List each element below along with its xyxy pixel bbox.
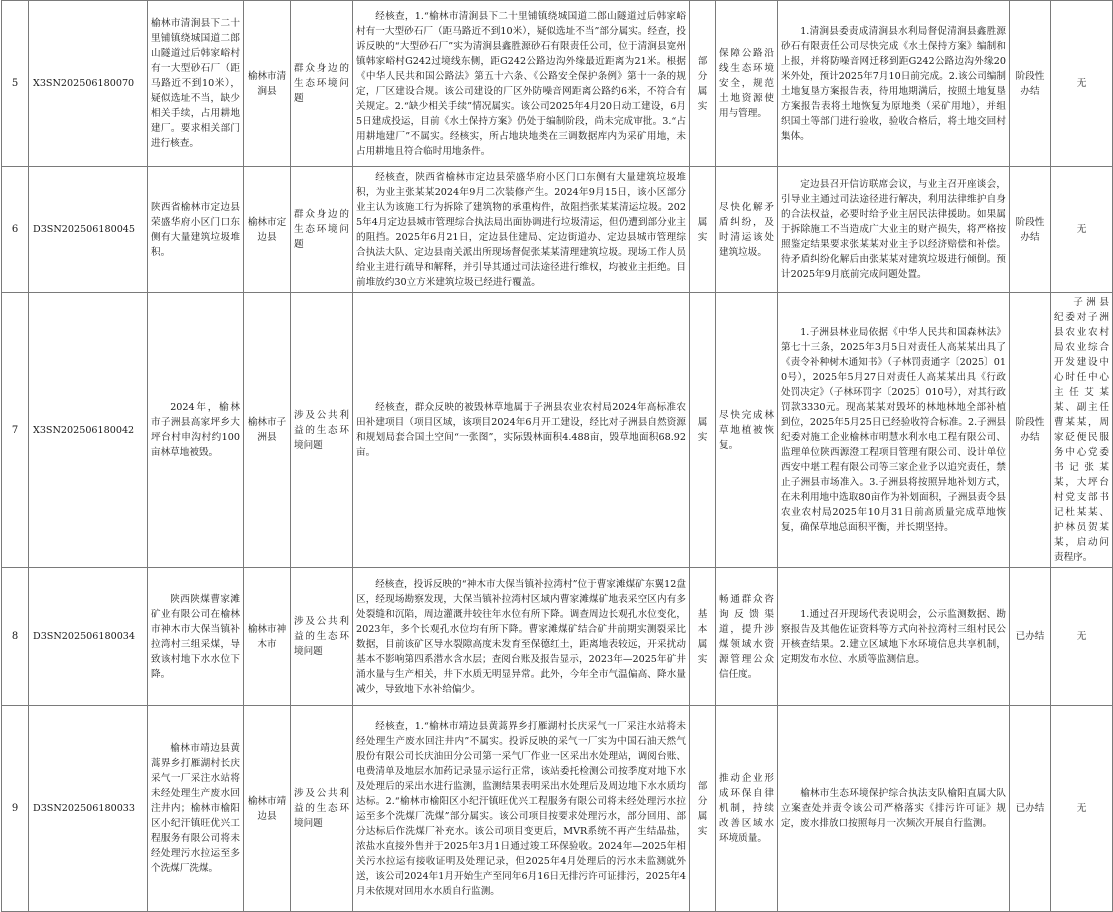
verification-result: 经核查，投诉反映的“神木市大保当镇补拉湾村”位于曹家滩煤矿东翼12盘区，经现场勘察发现，大保当镇补拉湾村区域内曹家滩煤矿地表采空区内有多处裂缝和沉陷，周边灌溉井较往年水位有所下降。调查周边长观孔水位变化，2023年，多个长观孔水位均有所下降。曹家滩煤矿结合矿井前期实测裂采比数据，目前该矿区导水裂隙高度未发育至保德红土，距离地表较远，开采扰动基本不影响第四系潜水含水层；查阅台账及报告显示，2023年—2025年矿井涌水量与生产相关，井下水质无明显异常。此外，今年全市气温偏高、降水量减少，导致地下水补给偏少。: [353, 568, 690, 706]
complaint-content: 陕西陕煤曹家滩矿业有限公司在榆林市神木市大保当镇补拉湾村三组采煤，导致该村地下水水位下降。: [148, 568, 244, 706]
completion-status: 阶段性办结: [1010, 167, 1051, 293]
accountability: 无: [1051, 167, 1113, 293]
administrative-area: 榆林市定边县: [244, 167, 291, 293]
table-row: [2, 568, 1113, 706]
pollution-type: 群众身边的生态环境问题: [291, 1, 353, 167]
rectification-measures: 定边县召开信访联席会议，与业主召开座谈会，引导业主通过司法途径进行解决，利用法律维护自身的合法权益，必要时给予业主居民法律援助。如果属于拆除施工不当造成广大业主的财产损失，将严格按照鉴定结果要求张某某对业主予以经济赔偿和补偿。待矛盾纠纷化解后由张某某对建筑垃圾进行倾倒。预计2025年9月底前完成问题处置。: [778, 167, 1010, 293]
case-code: D3SN202506180045: [29, 167, 148, 293]
case-code: D3SN202506180033: [29, 706, 148, 912]
rectification-goal: 尽快完成林草地植被恢复。: [716, 293, 778, 568]
case-code: D3SN202506180034: [29, 568, 148, 706]
pollution-type: 群众身边的生态环境问题: [291, 167, 353, 293]
rectification-goal: 推动企业形成环保自律机制，持续改善区域水环境质量。: [716, 706, 778, 912]
accountability: 无: [1051, 568, 1113, 706]
accountability: 无: [1051, 706, 1113, 912]
rectification-measures: 1.清涧县委责成清涧县水利局督促清涧县鑫胜源砂石有限责任公司尽快完成《水土保持方案》编制和上报，并将防噪音网迁移到距G242公路边沟外缘20米外处，预计2025年7月10日前完成。2.该公司编制土地复垦方案报告表，待用地期满后，按照土地复垦方案报告表将土地恢复为原地类（采矿用地），并组织国土等部门进行验收，验收合格后，将土地交回村集体。: [778, 1, 1010, 167]
table-row: [2, 167, 1113, 293]
completion-status: 已办结: [1010, 706, 1051, 912]
verification-result: 经核查，陕西省榆林市定边县荣盛华府小区门口东侧有大量建筑垃圾堆积，为业主张某某2024年9月二次装修产生。2024年9月15日，该小区部分业主认为该施工行为拆除了建筑物的承重构件，故阻挡张某某清运垃圾。2025年4月定边县城市管理综合执法局出面协调进行垃圾清运，但仍遭到部分业主的阻挡。2025年6月21日，定边县住建局、定边街道办、定边县城市管理综合执法大队、定边县南关派出所现场督促张某某清理建筑垃圾。现场工作人员给业主进行疏导和解释，并引导其通过司法途径进行维权，均被业主拒绝。目前堆放约30立方米建筑垃圾已经进行覆盖。: [353, 167, 690, 293]
administrative-area: 榆林市靖边县: [244, 706, 291, 912]
truth-status: 部分属实: [690, 706, 716, 912]
table-row: [2, 293, 1113, 568]
table-row: [2, 706, 1113, 912]
case-code: X3SN202506180042: [29, 293, 148, 568]
completion-status: 阶段性办结: [1010, 1, 1051, 167]
rectification-goal: 保障公路沿线生态环境安全，规范土地资源使用与管理。: [716, 1, 778, 167]
pollution-type: 涉及公共利益的生态环境问题: [291, 706, 353, 912]
administrative-area: 榆林市神木市: [244, 568, 291, 706]
rectification-measures: 榆林市生态环境保护综合执法支队榆阳直属大队立案查处并责令该公司严格落实《排污许可证》规定，废水排放口按照每月一次频次开展自行监测。: [778, 706, 1010, 912]
rectification-measures: 1.子洲县林业局依据《中华人民共和国森林法》第七十三条，2025年3月5日对责任人高某某出具了《责令补种树木通知书》（子林罚责通字〔2025〕010号），2025年5月27日对责任人高某某出具《行政处罚决定》（子林环罚字〔2025〕010号），对其行政罚款3330元。现高某某对毁坏的林地林地全部补植到位，2025年5月25日已经验收符合标准。2.子洲县纪委对施工企业榆林市明慧水利水电工程有限公司、监理单位陕西源澄工程项目管理有限公司、设计单位西安中堪工程有限公司等三家企业予以追究责任，禁止子洲县市场准入。3.子洲县将按照异地补划方式，在未利用地中选取80亩作为补划面积，子洲县责令县农业农村局2025年10月31日前高质量完成草地恢复，确保草地总面积平衡，并长期坚持。: [778, 293, 1010, 568]
truth-status: 属实: [690, 293, 716, 568]
completion-status: 阶段性办结: [1010, 293, 1051, 568]
completion-status: 已办结: [1010, 568, 1051, 706]
row-number: 9: [2, 706, 29, 912]
administrative-area: 榆林市清涧县: [244, 1, 291, 167]
case-code: X3SN202506180070: [29, 1, 148, 167]
truth-status: 部分属实: [690, 1, 716, 167]
verification-result: 经核查，群众反映的被毁林草地属于子洲县农业农村局2024年高标准农田补建项目（项目区域，该项目2024年6月开工建设，经比对子洲县自然资源和规划局套合国土空间“一张图”，实际毁林面积4.488亩，毁草地面积68.92亩。: [353, 293, 690, 568]
complaint-content: 2024年，榆林市子洲县高家坪乡大坪台村申沟村约100亩林草地被毁。: [148, 293, 244, 568]
row-number: 8: [2, 568, 29, 706]
table-row: [2, 1, 1113, 167]
complaint-content: 榆林市清涧县下二十里铺镇绕城国道二郎山隧道过后韩家峪村有一大型砂石厂（距马路近不到10米），疑似选址不当，缺少相关手续，占用耕地建厂。要求相关部门进行核查。: [148, 1, 244, 167]
verification-result: 经核查，1.“榆林市靖边县黄蒿界乡打雁湖村长庆采气一厂采注水站将未经处理生产废水回注井内”不属实。投诉反映的采气一厂实为中国石油天然气股份有限公司长庆油田分公司第一采气厂作业一区采出水处理站，调阅台账、电费清单及地层水加药记录显示运行正常，该站委托检测公司按季度对地下水及处理后的采出水进行监测，监测结果表明采出水处理后及周边地下水水质均达标。2.“榆林市榆阳区小纪汗镇旺优兴工程服务有限公司将未经处理污水拉运至多个洗煤厂洗煤”部分属实。该公司项目按要求处理污水，部分回用、部分达标后作洗煤厂补充水。该公司项目变更后，MVR系统不再产生结晶盐，浓盐水直接外售并于2025年3月1日通过竣工环保验收。2024年—2025年相关污水拉运有接收证明及处理记录，但2025年4月处理后的污水未监测就外送，该公司2024年1月开始生产至同年6月16日无排污许可证排污，2025年4月未依规对回用水水质自行监测。: [353, 706, 690, 912]
complaint-content: 陕西省榆林市定边县荣盛华府小区门口东侧有大量建筑垃圾堆积。: [148, 167, 244, 293]
administrative-area: 榆林市子洲县: [244, 293, 291, 568]
rectification-goal: 畅通群众咨询反馈渠道，提升涉煤领域水资源管理公众信任度。: [716, 568, 778, 706]
pollution-type: 涉及公共利益的生态环境问题: [291, 293, 353, 568]
complaint-table: [1, 0, 1113, 912]
rectification-measures: 1.通过召开现场代表说明会，公示监测数据、勘察报告及其他佐证资料等方式向补拉湾村三组村民公开核查结果。2.建立区域地下水环境信息共享机制，定期发布水位、水质等监测信息。: [778, 568, 1010, 706]
row-number: 7: [2, 293, 29, 568]
accountability: 无: [1051, 1, 1113, 167]
row-number: 5: [2, 1, 29, 167]
pollution-type: 涉及公共利益的生态环境问题: [291, 568, 353, 706]
truth-status: 基本属实: [690, 568, 716, 706]
row-number: 6: [2, 167, 29, 293]
verification-result: 经核查，1.“榆林市清涧县下二十里铺镇绕城国道二郎山隧道过后韩家峪村有一大型砂石厂（距马路近不到10米），疑似选址不当”部分属实。经查，投诉反映的“大型砂石厂”实为清涧县鑫胜源砂石有限责任公司，位于清涧县宽州镇韩家峪村G242过境线东侧，距G242公路边沟外缘最近距离为21米。根据《中华人民共和国公路法》第五十六条、《公路安全保护条例》第十一条的规定，厂区建设合规。该公司建设的厂区外防噪音网距离公路约6米，不符合有关规定。2.“缺少相关手续”情况属实。该公司2025年4月20日动工建设，6月5日建成投运，目前《水土保持方案》仍处于编制阶段，尚未完成审批。3.“占用耕地建厂”不属实。经核实，所占地块地类在三调数据库内为采矿用地，未占用耕地且符合临时用地条件。: [353, 1, 690, 167]
rectification-goal: 尽快化解矛盾纠纷，及时清运该处建筑垃圾。: [716, 167, 778, 293]
accountability: 子洲县纪委对子洲县农业农村局农业综合开发建设中心时任中心主任艾某某、副主任曹某某，周家砭便民服务中心党委书记张某某，大坪台村党支部书记杜某某、护林员贺某某，启动问责程序。: [1051, 293, 1113, 568]
complaint-content: 榆林市靖边县黄蒿界乡打雁湖村长庆采气一厂采注水站将未经处理生产废水回注井内；榆林市榆阳区小纪汗镇旺优兴工程服务有限公司将未经处理污水拉运至多个洗煤厂洗煤。: [148, 706, 244, 912]
truth-status: 属实: [690, 167, 716, 293]
